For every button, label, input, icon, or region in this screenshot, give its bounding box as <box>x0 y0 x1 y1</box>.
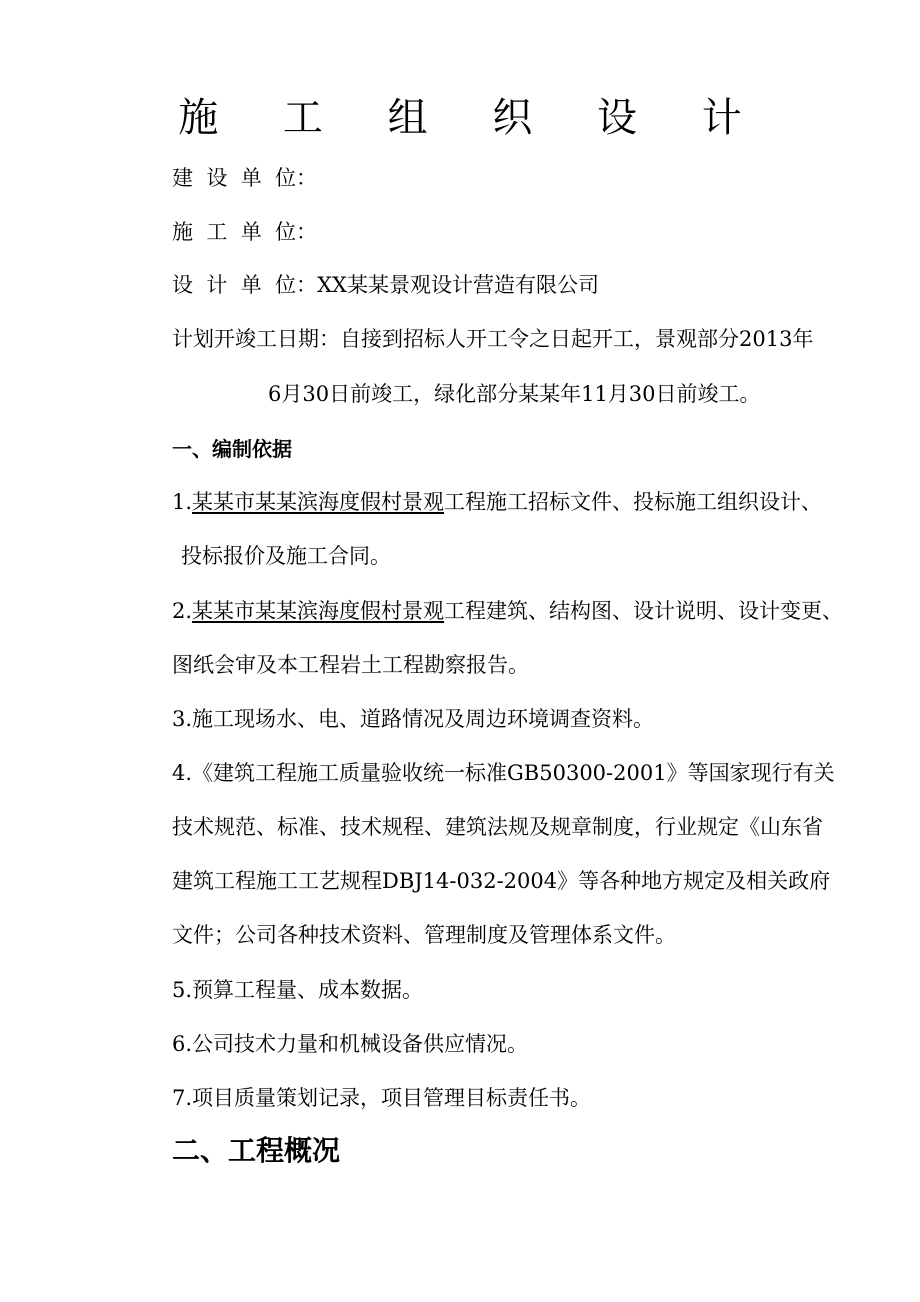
basis-item-7: 7.项目质量策划记录，项目管理目标责任书。 <box>172 1086 592 1110</box>
basis-item-2-prefix: 2. <box>172 599 193 623</box>
section-1-heading: 一、编制依据 <box>172 437 292 461</box>
basis-item-4-line-1: 4.《建筑工程施工质量验收统一标准GB50300-2001》等国家现行有关 <box>172 761 835 785</box>
design-unit-label: 设 计 单 位： <box>172 273 318 297</box>
basis-item-3: 3.施工现场水、电、道路情况及周边环境调查资料。 <box>172 707 655 731</box>
design-unit-value: XX某某景观设计营造有限公司 <box>317 273 599 297</box>
basis-item-1 <box>172 487 822 517</box>
field-construction-unit <box>172 163 317 193</box>
basis-item-4-line-3: 建筑工程施工工艺规程DBJ14-032-2004》等各种地方规定及相关政府 <box>172 869 831 893</box>
basis-item-2 <box>172 596 843 626</box>
field-design-unit <box>172 270 599 300</box>
field-contractor-unit <box>172 217 317 247</box>
basis-item-1-line-2: 投标报价及施工合同。 <box>181 544 391 568</box>
basis-item-2-line-2: 图纸会审及本工程岩土工程勘察报告。 <box>172 653 529 677</box>
schedule-line-1: 计划开竣工日期：自接到招标人开工令之日起开工，景观部分2013年 <box>172 327 814 351</box>
construction-unit-label: 建 设 单 位： <box>172 166 318 190</box>
basis-item-5: 5.预算工程量、成本数据。 <box>172 978 424 1002</box>
basis-item-4-line-2: 技术规范、标准、技术规程、建筑法规及规章制度，行业规定《山东省 <box>172 815 823 839</box>
section-2-heading: 二、工程概况 <box>172 1134 341 1167</box>
basis-item-6: 6.公司技术力量和机械设备供应情况。 <box>172 1032 529 1056</box>
basis-item-1-prefix: 1. <box>172 490 193 514</box>
basis-item-1-text: 工程施工招标文件、投标施工组织设计、 <box>444 490 823 514</box>
basis-item-2-text: 工程建筑、结构图、设计说明、设计变更、 <box>444 599 844 623</box>
basis-item-2-project-name: 某某市某某滨海度假村景观 <box>192 599 445 623</box>
document-title: 施 工 组 织 设 计 <box>178 95 768 141</box>
basis-item-4-line-4: 文件；公司各种技术资料、管理制度及管理体系文件。 <box>172 923 676 947</box>
basis-item-1-project-name: 某某市某某滨海度假村景观 <box>192 490 445 514</box>
contractor-unit-label: 施 工 单 位： <box>172 220 318 244</box>
schedule-line-2: 6月30日前竣工，绿化部分某某年11月30日前竣工。 <box>268 382 761 406</box>
